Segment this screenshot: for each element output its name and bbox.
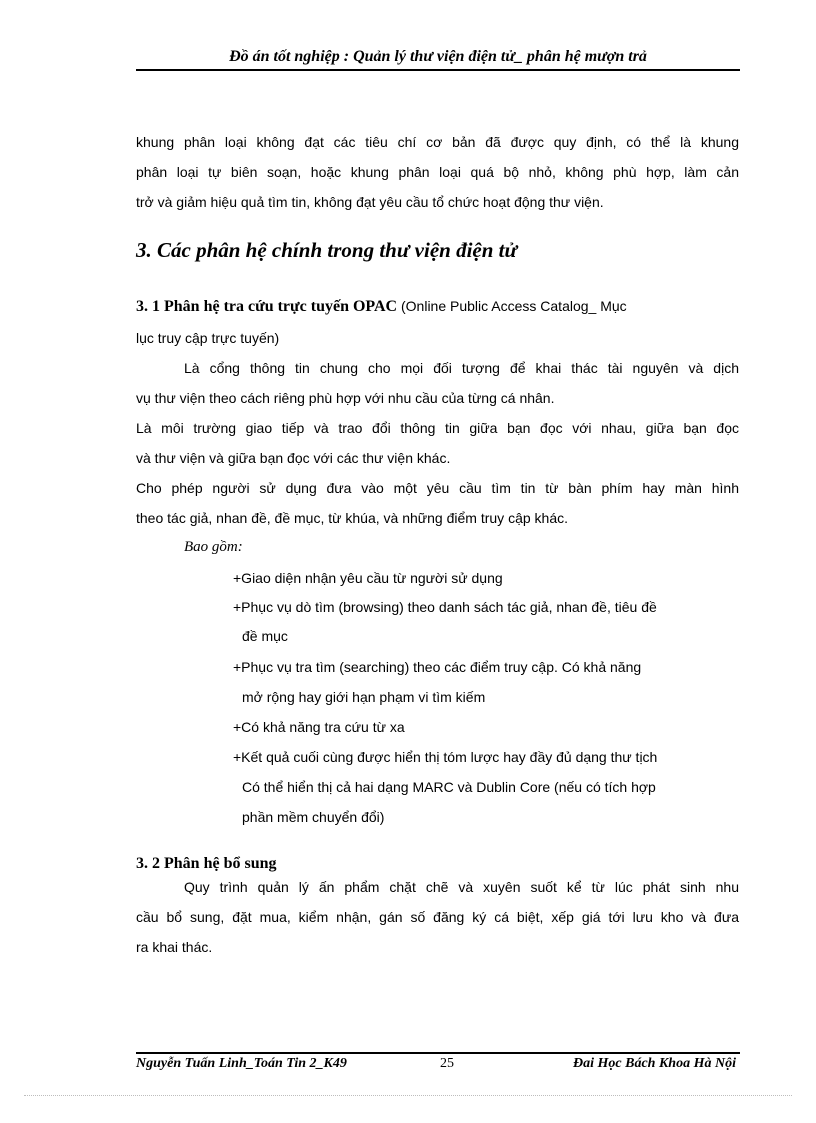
paragraph-line: vụ thư viện theo cách riêng phù hợp với nhu cầu của từng cá nhân. — [136, 390, 555, 406]
paragraph-line: cầu bổ sung, đặt mua, kiểm nhận, gán số đăng ký cá biệt, xếp giá tới lưu kho và đưa — [136, 909, 739, 925]
paragraph-line: theo tác giả, nhan đề, đề mục, từ khúa, và những điểm truy cập khác. — [136, 510, 568, 526]
list-item: +Giao diện nhận yêu cầu từ người sử dụng — [233, 570, 503, 586]
header-rule — [136, 69, 740, 71]
list-item: +Kết quả cuối cùng được hiển thị tóm lược hay đầy đủ dạng thư tịch — [233, 749, 658, 765]
list-item: phần mềm chuyển đổi) — [242, 809, 385, 825]
subsection-heading-3-2: 3. 2 Phân hệ bổ sung — [136, 855, 277, 872]
subsection-heading-bold: 3. 1 Phân hệ tra cứu trực tuyến OPAC — [136, 298, 398, 315]
list-item: +Có khả năng tra cứu từ xa — [233, 719, 405, 735]
subsection-heading-tail: (Online Public Access Catalog_ Mục — [397, 298, 627, 314]
page-header-title: Đồ án tốt nghiệp : Quản lý thư viện điện tử_ phân hệ mượn trả — [229, 48, 647, 65]
paragraph-line: ra khai thác. — [136, 939, 213, 955]
footer-rule — [136, 1052, 740, 1054]
list-item: Có thể hiển thị cả hai dạng MARC và Dublin Core (nếu có tích hợp — [242, 779, 656, 795]
list-item: +Phục vụ tra tìm (searching) theo các điểm truy cập. Có khả năng — [233, 659, 642, 675]
bao-gom-label: Bao gồm: — [184, 539, 243, 555]
paragraph-line: Là cổng thông tin chung cho mọi đối tượng để khai thác tài nguyên và dịch — [184, 360, 739, 376]
list-item: mở rộng hay giới hạn phạm vi tìm kiếm — [242, 689, 486, 705]
page-number: 25 — [440, 1056, 454, 1071]
section-heading: 3. Các phân hệ chính trong thư viện điện tử — [136, 238, 518, 262]
list-item: đề mục — [242, 628, 288, 644]
paragraph-line: Quy trình quản lý ấn phẩm chặt chẽ và xuyên suốt kể từ lúc phát sinh nhu — [184, 879, 739, 895]
subsection-heading-3-1 — [136, 298, 739, 316]
list-item: +Phục vụ dò tìm (browsing) theo danh sách tác giả, nhan đề, tiêu đề — [233, 599, 657, 615]
paragraph-line: Là môi trường giao tiếp và trao đổi thông tin giữa bạn đọc với nhau, giữa bạn đọc — [136, 420, 739, 436]
intro-line-2: phân loại tự biên soạn, hoặc khung phân loại quá bộ nhỏ, không phù hợp, làm cản — [136, 164, 739, 180]
page-bottom-edge — [24, 1095, 792, 1096]
intro-line-1: khung phân loại không đạt các tiêu chí cơ bản đã được quy định, có thể là khung — [136, 134, 739, 150]
intro-line-3: trở và giảm hiệu quả tìm tin, không đạt yêu cầu tổ chức hoạt động thư viện. — [136, 194, 604, 210]
footer-school: Đai Học Bách Khoa Hà Nội — [573, 1056, 736, 1071]
subsection-heading-line-2: lục truy cập trực tuyến) — [136, 330, 280, 346]
paragraph-line: Cho phép người sử dụng đưa vào một yêu cầu tìm tin từ bàn phím hay màn hình — [136, 480, 739, 496]
paragraph-line: và thư viện và giữa bạn đọc với các thư viện khác. — [136, 450, 451, 466]
footer-author: Nguyễn Tuấn Linh_Toán Tin 2_K49 — [136, 1056, 347, 1071]
